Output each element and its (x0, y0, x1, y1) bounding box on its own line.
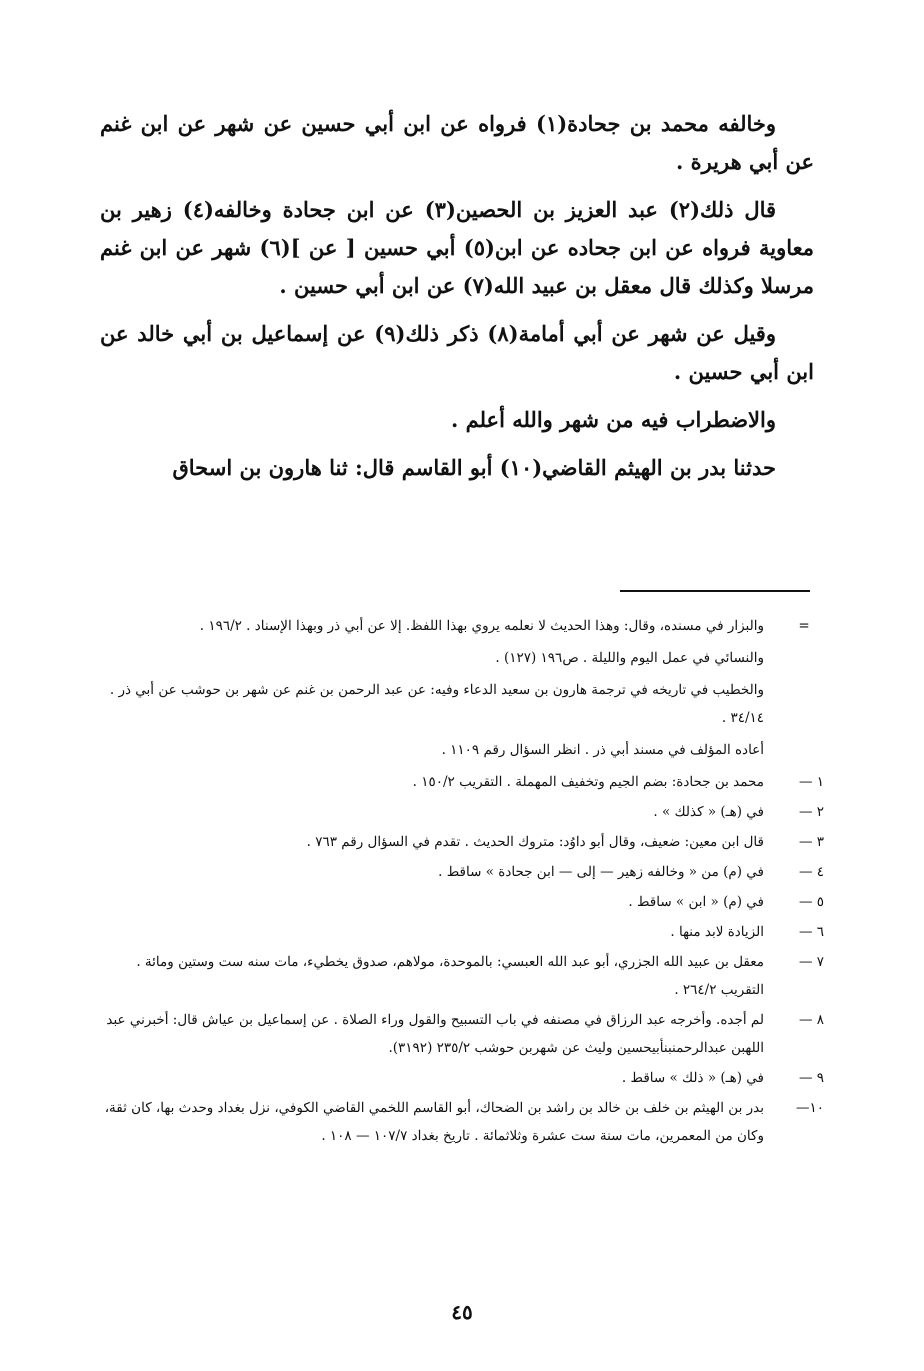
footnote-separator (620, 590, 810, 592)
main-text (100, 105, 814, 497)
paragraph: حدثنا بدر بن الهيثم القاضي(١٠) أبو القاسم قال: ثنا هارون بن اسحاق (172, 455, 776, 480)
footnote-text: قال ابن معين: ضعيف، وقال أبو داوُد: متروك الحديث . تقدم في السؤال رقم ٧٦٣ . (306, 834, 764, 850)
footnote (100, 858, 824, 886)
footnote-continuation (100, 676, 824, 732)
footnote-text: والبزار في مسنده، وقال: وهذا الحديث لا نعلمه يروي بهذا اللفظ. إلا عن أبي ذر وبهذا الإسناد . ١٩٦/٢ . (199, 618, 764, 634)
page-number: ٤٥ (451, 1300, 473, 1324)
footnote-number: ٢ — (798, 804, 824, 820)
continuation-mark: = (798, 618, 810, 634)
footnote-number: ١ — (798, 774, 824, 790)
footnote (100, 1006, 824, 1062)
footnote-number: ٣ — (798, 834, 824, 850)
footnotes (100, 612, 824, 1152)
footnote (100, 918, 824, 946)
footnote-number: ٦ — (798, 924, 824, 940)
footnote-number: ٩ — (798, 1070, 824, 1086)
footnote-number: ١٠— (795, 1100, 824, 1116)
footnote-text: أعاده المؤلف في مسند أبي ذر . انظر السؤال رقم ١١٠٩ . (441, 742, 764, 758)
footnote (100, 828, 824, 856)
footnote-continuation (100, 612, 824, 640)
footnote-text: في (م) « ابن » ساقط . (628, 894, 764, 910)
footnote-text: الزيادة لابد منها . (670, 924, 764, 940)
footnote-number: ٥ — (798, 894, 824, 910)
footnote (100, 1094, 824, 1150)
footnote-text: في (هـ) « ذلك » ساقط . (621, 1070, 764, 1086)
footnote-text: في (هـ) « كذلك » . (653, 804, 764, 820)
footnote-text: محمد بن جحادة: بضم الجيم وتخفيف المهملة . التقريب ١٥٠/٢ . (412, 774, 764, 790)
footnote-text: لم أجده. وأخرجه عبد الرزاق في مصنفه في باب التسبيح والقول وراء الصلاة . عن إسماعيل بن عياش قال: أخبرني عبد اللهبن عبدالرحمنبنأبيحسين وليث عن شهربن حوشب ٢٣٥/٢ (٣١٩٢). (106, 1012, 764, 1056)
paragraph: وخالفه محمد بن جحادة(١) فرواه عن ابن أبي حسين عن شهر عن ابن غنم عن أبي هريرة . (100, 111, 814, 174)
footnote-text: والنسائي في عمل اليوم والليلة . ص١٩٦ (١٢٧) . (495, 650, 764, 666)
paragraph: والاضطراب فيه من شهر والله أعلم . (451, 407, 776, 432)
footnote-text: والخطيب في تاريخه في ترجمة هارون بن سعيد الدعاء وفيه: عن عبد الرحمن بن غنم عن شهر بن حوشب عن أبي ذر . ٣٤/١٤ . (109, 682, 764, 726)
footnote-continuation (100, 736, 824, 764)
footnote (100, 1064, 824, 1092)
footnote-number: ٤ — (798, 864, 824, 880)
footnote-text: في (م) من « وخالفه زهير — إلى — ابن جحادة » ساقط . (438, 864, 764, 880)
footnote-number: ٧ — (798, 954, 824, 970)
footnote-number: ٨ — (798, 1012, 824, 1028)
paragraph: وقيل عن شهر عن أبي أمامة(٨) ذكر ذلك(٩) عن إسماعيل بن أبي خالد عن ابن أبي حسين . (100, 321, 814, 384)
footnote (100, 888, 824, 916)
footnote (100, 948, 824, 1004)
footnote-text: معقل بن عبيد الله الجزري، أبو عبد الله العبسي: بالموحدة، مولاهم، صدوق يخطيء، مات سنه ست وستين ومائة . التقريب ٢٦٤/٢ . (136, 954, 764, 998)
footnote (100, 798, 824, 826)
footnote-text: بدر بن الهيثم بن خلف بن خالد بن راشد بن الضحاك، أبو القاسم اللخمي القاضي الكوفي، نزل بغداد وحدث بها، كان ثقة، وكان من المعمرين، مات سنة ست عشرة وثلاثمائة . تاريخ بغداد ١٠٧/٧ — ١٠٨ . (104, 1100, 764, 1144)
footnote (100, 768, 824, 796)
paragraph: قال ذلك(٢) عبد العزيز بن الحصين(٣) عن ابن جحادة وخالفه(٤) زهير بن معاوية فرواه عن ابن جحاده عن ابن(٥) أبي حسين [ عن ](٦) شهر عن ابن غنم مرسلا وكذلك قال معقل بن عبيد الله(٧) عن ابن أبي حسين . (100, 197, 814, 298)
footnote-continuation (100, 644, 824, 672)
